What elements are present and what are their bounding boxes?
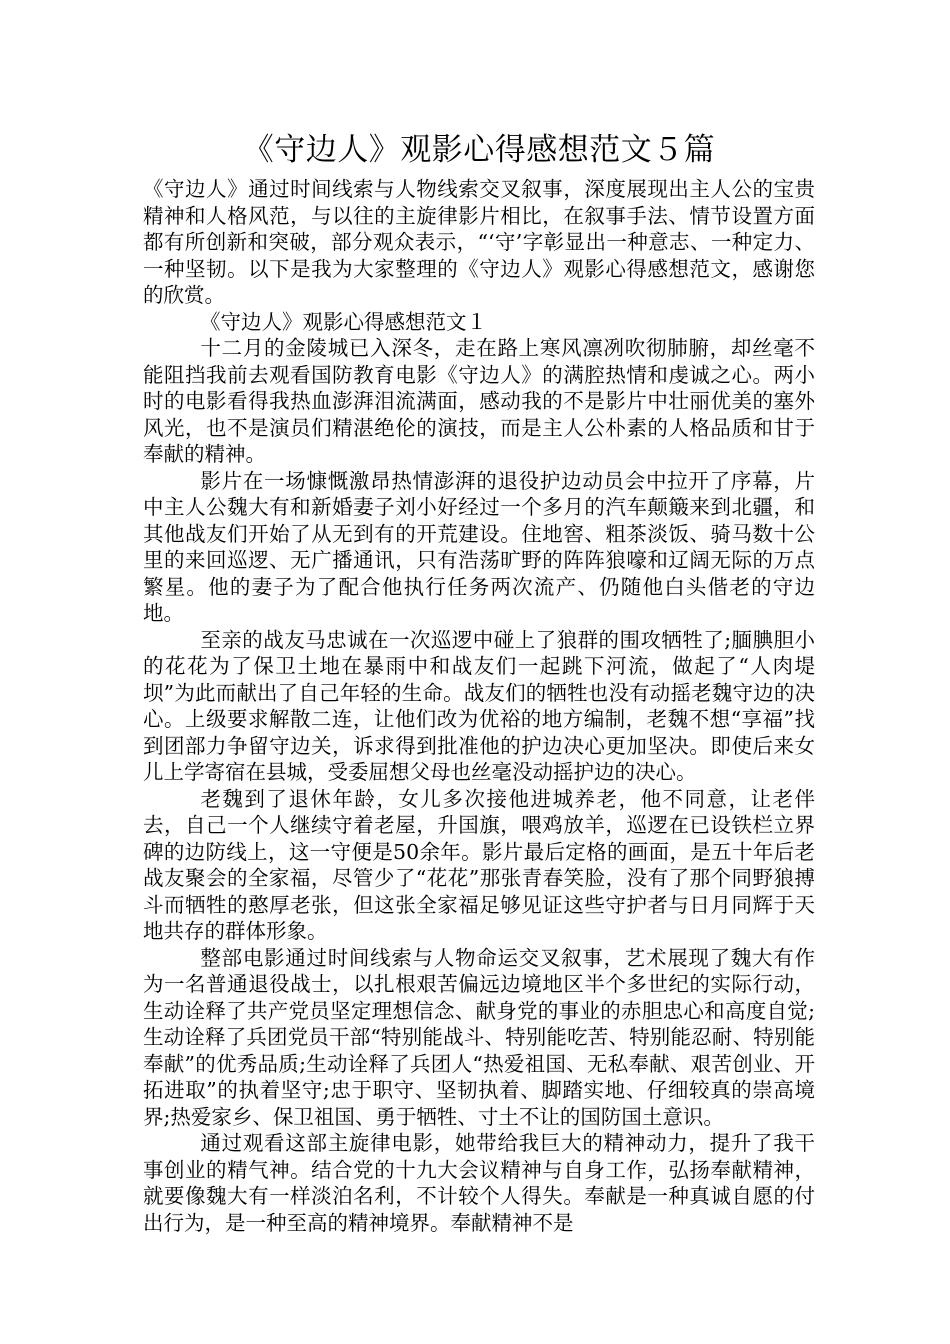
body-paragraph-4: 老魏到了退休年龄，女儿多次接他进城养老，他不同意，让老伴去，自己一个人继续守着老屋，升国旗，喂鸡放羊，巡逻在已设铁栏立界碑的边防线上，这一守便是50余年。影片最后定格的画面，是五十年后老战友聚会的全家福，尽管少了“花花”那张青春笑脸，没有了那个同野狼搏斗而牺牲的憨厚老张，但这张全家福足够见证这些守护者与日月同辉于天地共存的群体形象。 — [143, 786, 815, 943]
body-paragraph-5: 整部电影通过时间线索与人物命运交叉叙事，艺术展现了魏大有作为一名普通退役战士，以扎根艰苦偏远边境地区半个多世纪的实际行动，生动诠释了共产党员坚定理想信念、献身党的事业的赤胆忠心和高度自觉;生动诠释了兵团党员干部“特别能战斗、特别能吃苦、特别能忍耐、特别能奉献”的优秀品质;生动诠释了兵团人“热爱祖国、无私奉献、艰苦创业、开拓进取”的执着坚守;忠于职守、坚韧执着、脚踏实地、仔细较真的崇高境界;热爱家乡、保卫祖国、勇于牺牲、寸土不让的国防国土意识。 — [143, 945, 815, 1129]
document-page — [143, 128, 815, 1236]
intro-paragraph: 《守边人》通过时间线索与人物线索交叉叙事，深度展现出主人公的宝贵精神和人格风范，与以往的主旋律影片相比，在叙事手法、情节设置方面都有所创新和突破，部分观众表示，“‘守’字彰显出一种意志、一种定力、一种坚韧。以下是我为大家整理的《守边人》观影心得感想范文，感谢您的欣赏。 — [143, 177, 815, 307]
body-paragraph-6: 通过观看这部主旋律电影，她带给我巨大的精神动力，提升了我干事创业的精气神。结合党的十九大会议精神与自身工作，弘扬奉献精神，就要像魏大有一样淡泊名利，不计较个人得失。奉献是一种真诚自愿的付出行为，是一种至高的精神境界。奉献精神不是 — [143, 1131, 815, 1235]
body-paragraph-2: 影片在一场慷慨激昂热情澎湃的退役护边动员会中拉开了序幕，片中主人公魏大有和新婚妻子刘小好经过一个多月的汽车颠簸来到北疆，和其他战友们开始了从无到有的开荒建设。住地窖、粗茶淡饭、骑马数十公里的来回巡逻、无广播通讯，只有浩荡旷野的阵阵狼嚎和辽阔无际的万点繁星。他的妻子为了配合他执行任务两次流产、仍随他白头偕老的守边地。 — [143, 468, 815, 625]
body-paragraph-1: 十二月的金陵城已入深冬，走在路上寒风凛冽吹彻肺腑，却丝毫不能阻挡我前去观看国防教育电影《守边人》的满腔热情和虔诚之心。两小时的电影看得我热血澎湃泪流满面，感动我的不是影片中壮丽优美的塞外风光，也不是演员们精湛绝伦的演技，而是主人公朴素的人格品质和甘于奉献的精神。 — [143, 336, 815, 466]
section-title: 《守边人》观影心得感想范文１ — [200, 309, 487, 334]
document-title: 《守边人》观影心得感想范文５篇 — [242, 132, 716, 168]
body-paragraph-3: 至亲的战友马忠诚在一次巡逻中碰上了狼群的围攻牺牲了;腼腆胆小的花花为了保卫土地在暴雨中和战友们一起跳下河流，做起了“人肉堤坝”为此而献出了自己年轻的生命。战友们的牺牲也没有动摇老魏守边的决心。上级要求解散二连，让他们改为优裕的地方编制，老魏不想“享福”找到团部力争留守边关，诉求得到批准他的护边决心更加坚决。即使后来女儿上学寄宿在县城，受委屈想父母也丝毫没动摇护边的决心。 — [143, 627, 815, 784]
